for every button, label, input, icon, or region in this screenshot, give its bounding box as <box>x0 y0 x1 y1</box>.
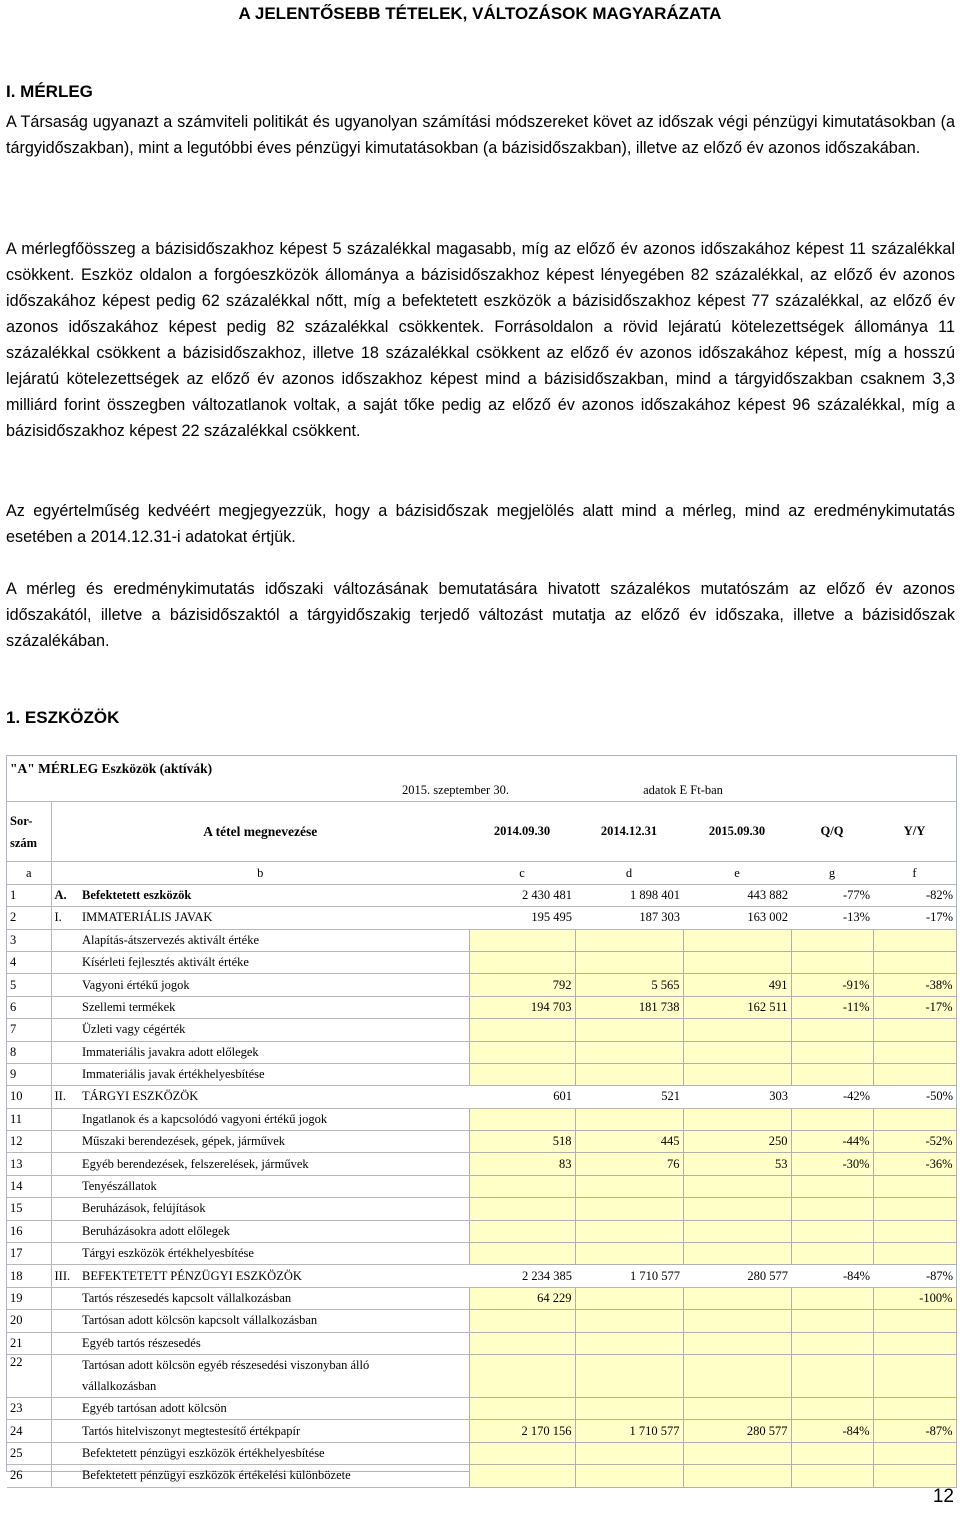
row-item-name: Immateriális javakra adott előlegek <box>79 1041 469 1063</box>
row-change-qq <box>791 1175 873 1197</box>
table-row <box>7 929 956 951</box>
row-item-name: Ingatlanok és a kapcsolódó vagyoni értékű jogok <box>79 1108 469 1130</box>
row-value-2014-12-31 <box>575 1220 683 1242</box>
row-item-name: Befektetett eszközök <box>79 884 469 906</box>
table-row <box>7 974 956 996</box>
row-change-yy: -52% <box>873 1131 956 1153</box>
table-row <box>7 1442 956 1464</box>
row-value-2015-09-30 <box>683 1397 791 1419</box>
row-item-name: Vagyoni értékű jogok <box>79 974 469 996</box>
row-value-2014-09-30: 194 703 <box>469 996 575 1018</box>
table-row <box>7 1153 956 1175</box>
row-value-2014-09-30: 601 <box>469 1086 575 1108</box>
section-heading-merleg: I. MÉRLEG <box>6 82 93 101</box>
row-item-name <box>79 1354 469 1397</box>
row-item-name: TÁRGYI ESZKÖZÖK <box>79 1086 469 1108</box>
row-item-name: Beruházásokra adott előlegek <box>79 1220 469 1242</box>
row-change-qq: -84% <box>791 1265 873 1287</box>
row-roman: III. <box>51 1265 79 1287</box>
row-change-yy <box>873 1465 956 1487</box>
row-value-2015-09-30 <box>683 1332 791 1354</box>
row-number: 16 <box>7 1220 51 1242</box>
row-item-name: IMMATERIÁLIS JAVAK <box>79 907 469 929</box>
row-number: 23 <box>7 1397 51 1419</box>
row-item-name: Egyéb tartósan adott kölcsön <box>79 1397 469 1419</box>
row-change-qq <box>791 951 873 973</box>
balance-sheet-table <box>6 755 957 1483</box>
row-value-2014-12-31 <box>575 1287 683 1309</box>
row-number: 5 <box>7 974 51 996</box>
table-row <box>7 1332 956 1354</box>
row-roman <box>51 1287 79 1309</box>
row-value-2014-09-30 <box>469 1198 575 1220</box>
row-roman <box>51 996 79 1018</box>
row-value-2014-12-31: 1 710 577 <box>575 1420 683 1442</box>
page-number: 12 <box>932 1486 954 1507</box>
row-change-yy <box>873 1108 956 1130</box>
row-roman <box>51 1420 79 1442</box>
row-value-2015-09-30 <box>683 1108 791 1130</box>
row-number: 26 <box>7 1465 51 1487</box>
header-2015-09-30: 2015.09.30 <box>683 802 791 862</box>
row-roman <box>51 1041 79 1063</box>
row-change-qq <box>791 1354 873 1397</box>
row-value-2014-12-31 <box>575 1063 683 1085</box>
row-value-2014-12-31: 521 <box>575 1086 683 1108</box>
row-value-2014-09-30 <box>469 1332 575 1354</box>
letter-b: b <box>51 862 469 884</box>
row-change-yy <box>873 1175 956 1197</box>
row-item-name: Immateriális javak értékhelyesbítése <box>79 1063 469 1085</box>
table-row <box>7 1198 956 1220</box>
row-roman <box>51 1310 79 1332</box>
row-item-name: Tenyészállatok <box>79 1175 469 1197</box>
row-number: 11 <box>7 1108 51 1130</box>
row-change-yy: -38% <box>873 974 956 996</box>
row-value-2014-09-30 <box>469 1354 575 1397</box>
row-value-2014-12-31: 5 565 <box>575 974 683 996</box>
paragraph-percentage-indicator: A mérleg és eredménykimutatás időszaki változásának bemutatására hivatott százalékos mutatószám az előző év azonos időszakától, illetve a bázisidőszaktól a tárgyidőszakig terjedő változást mutatja az előző év időszaka, illetve a bázisidőszak százalékában. <box>6 580 955 650</box>
row-change-yy <box>873 1397 956 1419</box>
row-roman: I. <box>51 907 79 929</box>
row-item-name: Szellemi termékek <box>79 996 469 1018</box>
row-change-qq: -11% <box>791 996 873 1018</box>
table-row <box>7 1465 956 1487</box>
row-change-yy <box>873 951 956 973</box>
row-change-yy <box>873 929 956 951</box>
row-item-name: Tartósan adott kölcsön kapcsolt vállalkozásban <box>79 1310 469 1332</box>
table-row <box>7 1420 956 1442</box>
row-change-yy <box>873 1310 956 1332</box>
row-value-2014-12-31 <box>575 929 683 951</box>
row-change-yy: -87% <box>873 1265 956 1287</box>
row-value-2014-09-30: 64 229 <box>469 1287 575 1309</box>
row-change-qq: -91% <box>791 974 873 996</box>
row-change-qq <box>791 1041 873 1063</box>
table-row <box>7 884 956 906</box>
row-roman <box>51 1332 79 1354</box>
row-change-qq <box>791 1332 873 1354</box>
row-roman: A. <box>51 884 79 906</box>
row-value-2014-09-30 <box>469 929 575 951</box>
row-value-2015-09-30 <box>683 1354 791 1397</box>
table-row <box>7 1397 956 1419</box>
row-item-name: Egyéb tartós részesedés <box>79 1332 469 1354</box>
row-roman <box>51 1019 79 1041</box>
table-row <box>7 1287 956 1309</box>
row-number: 8 <box>7 1041 51 1063</box>
table-row <box>7 1041 956 1063</box>
row-item-name-line1: Tartósan adott kölcsön egyéb részesedési viszonyban álló <box>82 1357 370 1372</box>
row-value-2014-09-30: 792 <box>469 974 575 996</box>
row-change-qq: -84% <box>791 1420 873 1442</box>
row-number: 10 <box>7 1086 51 1108</box>
row-roman <box>51 1063 79 1085</box>
row-number: 22 <box>7 1354 51 1397</box>
row-value-2015-09-30 <box>683 1063 791 1085</box>
row-value-2014-09-30 <box>469 951 575 973</box>
row-change-qq <box>791 1287 873 1309</box>
row-item-name: Kísérleti fejlesztés aktivált értéke <box>79 951 469 973</box>
row-change-yy <box>873 1442 956 1464</box>
row-number: 13 <box>7 1153 51 1175</box>
row-value-2014-12-31: 181 738 <box>575 996 683 1018</box>
table-row <box>7 951 956 973</box>
row-change-qq <box>791 1108 873 1130</box>
row-value-2015-09-30 <box>683 951 791 973</box>
row-value-2014-09-30 <box>469 1175 575 1197</box>
header-2014-12-31: 2014.12.31 <box>575 802 683 862</box>
table-row <box>7 1243 956 1265</box>
row-value-2014-12-31 <box>575 1019 683 1041</box>
row-roman <box>51 1243 79 1265</box>
row-value-2014-12-31 <box>575 1198 683 1220</box>
row-value-2014-09-30 <box>469 1442 575 1464</box>
row-value-2014-12-31 <box>575 1041 683 1063</box>
row-value-2015-09-30: 162 511 <box>683 996 791 1018</box>
row-number: 21 <box>7 1332 51 1354</box>
row-value-2014-09-30: 518 <box>469 1131 575 1153</box>
row-change-yy: -100% <box>873 1287 956 1309</box>
row-number: 19 <box>7 1287 51 1309</box>
row-value-2014-09-30 <box>469 1397 575 1419</box>
row-item-name: Befektetett pénzügyi eszközök értékelési különbözete <box>79 1465 469 1487</box>
row-value-2015-09-30 <box>683 1310 791 1332</box>
row-value-2014-12-31 <box>575 1442 683 1464</box>
row-number: 18 <box>7 1265 51 1287</box>
row-change-qq <box>791 1198 873 1220</box>
row-value-2014-09-30 <box>469 1465 575 1487</box>
row-roman <box>51 1354 79 1397</box>
row-number: 14 <box>7 1175 51 1197</box>
row-item-name: BEFEKTETETT PÉNZÜGYI ESZKÖZÖK <box>79 1265 469 1287</box>
row-change-qq <box>791 929 873 951</box>
row-value-2014-09-30 <box>469 1310 575 1332</box>
row-value-2014-09-30 <box>469 1243 575 1265</box>
row-number: 15 <box>7 1198 51 1220</box>
row-change-qq: -77% <box>791 884 873 906</box>
row-value-2014-09-30: 2 234 385 <box>469 1265 575 1287</box>
header-item-name: A tétel megnevezése <box>51 802 469 862</box>
table-caption: "A" MÉRLEG Eszközök (aktívák) <box>10 761 213 776</box>
letter-f: f <box>873 862 956 884</box>
row-value-2015-09-30: 491 <box>683 974 791 996</box>
row-value-2014-12-31 <box>575 1243 683 1265</box>
row-change-yy <box>873 1220 956 1242</box>
row-number: 25 <box>7 1442 51 1464</box>
row-value-2015-09-30 <box>683 1243 791 1265</box>
row-roman: II. <box>51 1086 79 1108</box>
table-row <box>7 1131 956 1153</box>
row-value-2015-09-30: 163 002 <box>683 907 791 929</box>
row-value-2015-09-30 <box>683 1220 791 1242</box>
row-item-name-line2: vállalkozásban <box>82 1378 157 1393</box>
letter-e: e <box>683 862 791 884</box>
row-value-2014-12-31: 445 <box>575 1131 683 1153</box>
row-item-name: Üzleti vagy cégérték <box>79 1019 469 1041</box>
document-title: A JELENTŐSEBB TÉTELEK, VÁLTOZÁSOK MAGYARÁZATA <box>238 4 722 23</box>
row-value-2015-09-30 <box>683 1442 791 1464</box>
row-roman <box>51 1153 79 1175</box>
row-value-2014-12-31 <box>575 1175 683 1197</box>
table-row <box>7 1108 956 1130</box>
letter-a: a <box>7 862 51 884</box>
row-number: 6 <box>7 996 51 1018</box>
row-value-2014-09-30: 2 170 156 <box>469 1420 575 1442</box>
table-row <box>7 1019 956 1041</box>
row-number: 2 <box>7 907 51 929</box>
row-value-2015-09-30 <box>683 929 791 951</box>
row-change-qq <box>791 1019 873 1041</box>
section-heading-eszkozok: 1. ESZKÖZÖK <box>6 708 120 727</box>
row-value-2014-09-30 <box>469 1019 575 1041</box>
row-change-qq: -44% <box>791 1131 873 1153</box>
row-value-2014-12-31 <box>575 1332 683 1354</box>
row-number: 17 <box>7 1243 51 1265</box>
row-value-2014-09-30 <box>469 1220 575 1242</box>
row-value-2015-09-30 <box>683 1198 791 1220</box>
row-item-name: Befektetett pénzügyi eszközök értékhelyesbítése <box>79 1442 469 1464</box>
row-value-2014-09-30 <box>469 1041 575 1063</box>
table-row <box>7 1220 956 1242</box>
table-date: 2015. szeptember 30. <box>402 783 509 798</box>
row-roman <box>51 974 79 996</box>
row-change-yy <box>873 1019 956 1041</box>
row-value-2015-09-30: 53 <box>683 1153 791 1175</box>
row-change-qq <box>791 1397 873 1419</box>
row-value-2015-09-30 <box>683 1019 791 1041</box>
row-roman <box>51 951 79 973</box>
header-2014-09-30: 2014.09.30 <box>469 802 575 862</box>
row-value-2014-12-31 <box>575 1397 683 1419</box>
row-change-qq: -13% <box>791 907 873 929</box>
table-row <box>7 1354 956 1397</box>
row-roman <box>51 1442 79 1464</box>
row-number: 1 <box>7 884 51 906</box>
row-roman <box>51 1465 79 1487</box>
row-roman <box>51 1131 79 1153</box>
row-number: 24 <box>7 1420 51 1442</box>
paragraph-accounting-policy: A Társaság ugyanazt a számviteli politikát és ugyanolyan számítási módszereket követ az időszak végi pénzügyi kimutatásokban (a tárgyidőszakban), mint a legutóbbi éves pénzügyi kimutatásokban (a bázisidőszakban), illetve az előző év azonos időszakában. <box>6 113 955 157</box>
row-value-2014-12-31 <box>575 1310 683 1332</box>
row-value-2015-09-30: 250 <box>683 1131 791 1153</box>
row-change-yy: -82% <box>873 884 956 906</box>
row-change-qq <box>791 1465 873 1487</box>
row-number: 4 <box>7 951 51 973</box>
row-roman <box>51 1175 79 1197</box>
row-number: 20 <box>7 1310 51 1332</box>
row-item-name: Beruházások, felújítások <box>79 1198 469 1220</box>
table-row <box>7 996 956 1018</box>
table-unit: adatok E Ft-ban <box>643 783 723 798</box>
row-roman <box>51 1397 79 1419</box>
table-row <box>7 1086 956 1108</box>
row-change-yy <box>873 1332 956 1354</box>
row-change-yy <box>873 1041 956 1063</box>
row-change-qq <box>791 1310 873 1332</box>
row-value-2015-09-30: 443 882 <box>683 884 791 906</box>
row-value-2014-09-30 <box>469 1108 575 1130</box>
row-value-2014-09-30: 2 430 481 <box>469 884 575 906</box>
row-change-qq <box>791 1063 873 1085</box>
row-number: 7 <box>7 1019 51 1041</box>
row-item-name: Egyéb berendezések, felszerelések, járművek <box>79 1153 469 1175</box>
row-change-yy: -87% <box>873 1420 956 1442</box>
row-item-name: Alapítás-átszervezés aktivált értéke <box>79 929 469 951</box>
row-change-yy <box>873 1198 956 1220</box>
row-value-2015-09-30 <box>683 1041 791 1063</box>
row-number: 9 <box>7 1063 51 1085</box>
row-item-name: Tartós hitelviszonyt megtestesítő értékpapír <box>79 1420 469 1442</box>
row-value-2014-12-31 <box>575 951 683 973</box>
row-value-2015-09-30: 303 <box>683 1086 791 1108</box>
row-value-2014-12-31 <box>575 1354 683 1397</box>
row-value-2014-12-31 <box>575 1465 683 1487</box>
letter-c: c <box>469 862 575 884</box>
letter-g: g <box>791 862 873 884</box>
row-change-qq <box>791 1243 873 1265</box>
table-row <box>7 907 956 929</box>
row-change-qq: -30% <box>791 1153 873 1175</box>
paragraph-clarification: Az egyértelműség kedvéért megjegyezzük, hogy a bázisidőszak megjelölés alatt mind a mérleg, mind az eredménykimutatás esetében a 2014.12.31-i adatokat értjük. <box>6 502 955 546</box>
row-change-qq <box>791 1442 873 1464</box>
row-item-name: Műszaki berendezések, gépek, járművek <box>79 1131 469 1153</box>
row-change-yy: -50% <box>873 1086 956 1108</box>
letter-d: d <box>575 862 683 884</box>
row-value-2014-09-30: 195 495 <box>469 907 575 929</box>
row-number: 3 <box>7 929 51 951</box>
table-row <box>7 1063 956 1085</box>
row-change-yy: -17% <box>873 907 956 929</box>
row-value-2015-09-30 <box>683 1287 791 1309</box>
header-qq: Q/Q <box>791 802 873 862</box>
row-item-name: Tartós részesedés kapcsolt vállalkozásban <box>79 1287 469 1309</box>
row-roman <box>51 1220 79 1242</box>
table-row <box>7 1265 956 1287</box>
column-letter-row <box>7 862 956 884</box>
table-row <box>7 1310 956 1332</box>
row-change-yy <box>873 1063 956 1085</box>
balance-sheet-grid <box>7 756 957 1488</box>
row-roman <box>51 1108 79 1130</box>
header-yy: Y/Y <box>873 802 956 862</box>
row-change-yy: -36% <box>873 1153 956 1175</box>
row-change-qq: -42% <box>791 1086 873 1108</box>
row-change-qq <box>791 1220 873 1242</box>
row-value-2014-12-31: 1 710 577 <box>575 1265 683 1287</box>
row-item-name: Tárgyi eszközök értékhelyesbítése <box>79 1243 469 1265</box>
row-roman <box>51 1198 79 1220</box>
row-change-yy: -17% <box>873 996 956 1018</box>
row-value-2014-12-31 <box>575 1108 683 1130</box>
row-roman <box>51 929 79 951</box>
row-value-2014-09-30: 83 <box>469 1153 575 1175</box>
paragraph-balance-analysis: A mérlegfőösszeg a bázisidőszakhoz képest 5 százalékkal magasabb, míg az előző év azonos időszakához képest 11 százalékkal csökkent. Eszköz oldalon a forgóeszközök állománya a bázisidőszakhoz képest lényegében 82 százalékkal, az előző év azonos időszakához képest pedig 62 százalékkal nőtt, míg a befektetett eszközök a bázisidőszakhoz képest 77 százalékkal, az előző év azonos időszakához képest pedig 82 százalékkal csökkentek. Forrásoldalon a rövid lejáratú kötelezettségek állománya 11 százalékkal csökkent a bázisidőszakhoz, illetve 18 százalékkal csökkent az előző év azonos időszakához képest, míg a hosszú lejáratú kötelezettségek az előző év azonos időszakhoz képest mind a bázisidőszakban, mind a tárgyidőszakban csaknem 3,3 milliárd forint összegben változatlanok voltak, a saját tőke pedig az előző év azonos időszakához képest 96 százalékkal, míg a bázisidőszakhoz képest 22 százalékkal csökkent. <box>6 240 955 440</box>
row-value-2014-12-31: 1 898 401 <box>575 884 683 906</box>
row-value-2014-12-31: 187 303 <box>575 907 683 929</box>
table-row <box>7 1175 956 1197</box>
row-value-2015-09-30 <box>683 1465 791 1487</box>
header-sorszam: Sor- szám <box>7 802 51 862</box>
row-number: 12 <box>7 1131 51 1153</box>
row-value-2015-09-30 <box>683 1175 791 1197</box>
row-value-2015-09-30: 280 577 <box>683 1265 791 1287</box>
row-change-yy <box>873 1354 956 1397</box>
row-value-2014-12-31: 76 <box>575 1153 683 1175</box>
row-change-yy <box>873 1243 956 1265</box>
row-value-2015-09-30: 280 577 <box>683 1420 791 1442</box>
row-value-2014-09-30 <box>469 1063 575 1085</box>
